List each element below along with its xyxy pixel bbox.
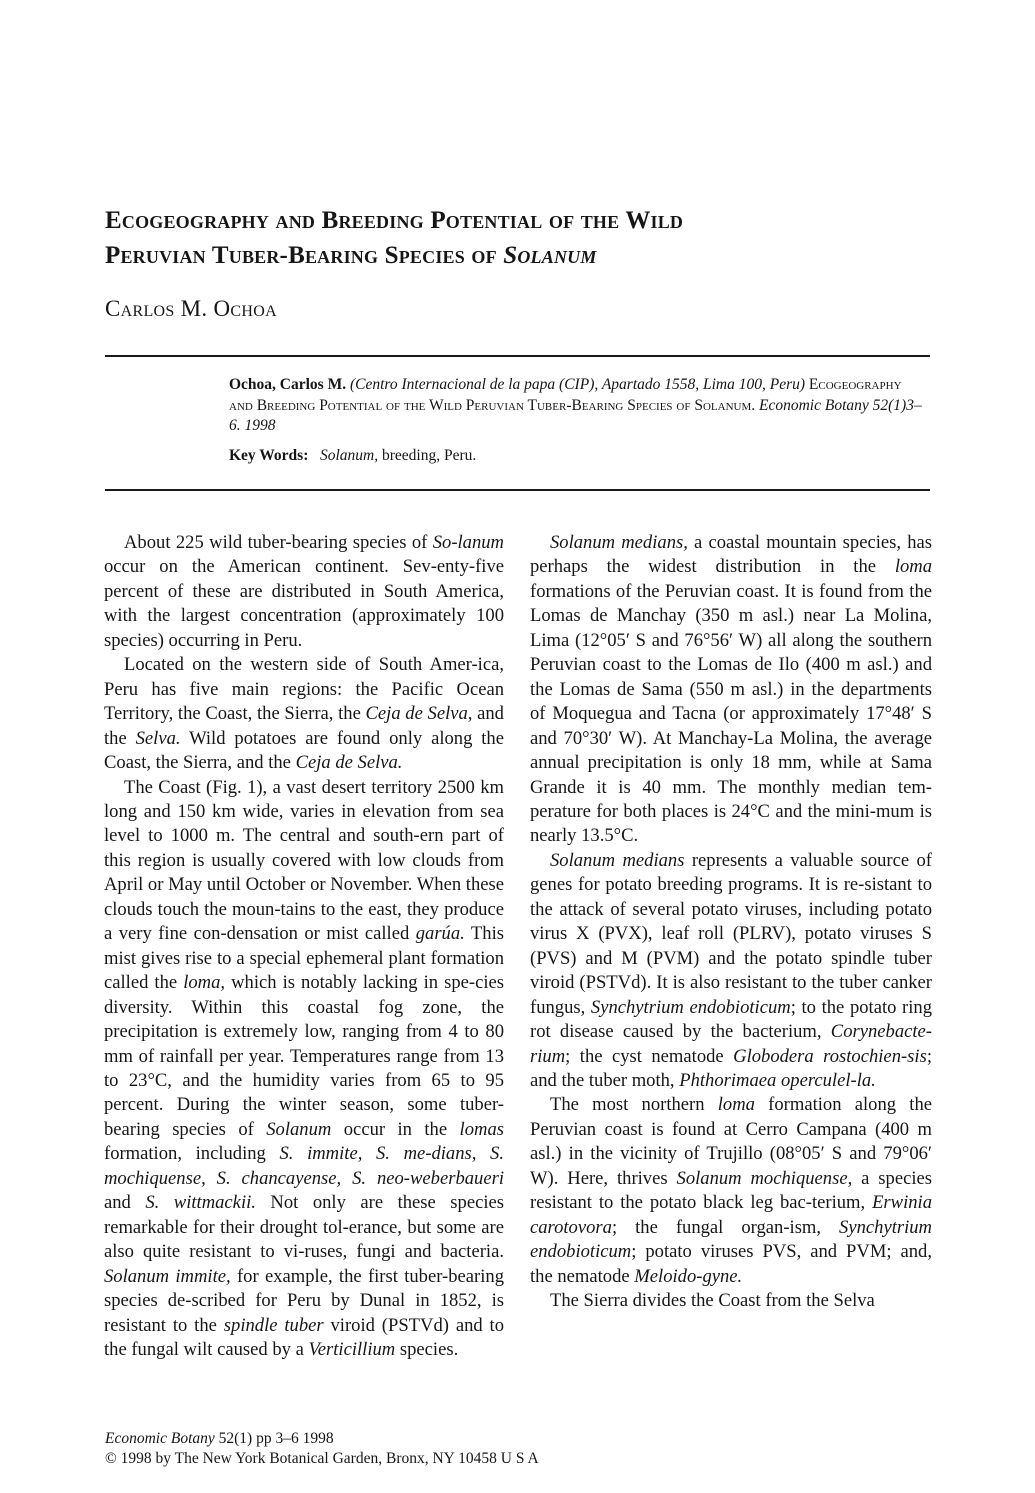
- abstract-citation: [229, 375, 929, 437]
- paragraph: The most northern loma formation along the Peruvian coast is found at Cerro Campana (400 m asl.) in the vicinity of Trujillo (08°05′ S and 79°06′ W). Here, thrives Solanum mochiquense, a species resistant to the potato black leg bac-terium, Erwinia carotovora; the fungal organ-ism, Synchytrium endobioticum; potato viruses PVS, and PVM; and, the nematode Meloido-gyne.: [530, 1094, 933, 1287]
- paragraph: About 225 wild tuber-bearing species of So-lanum occur on the American continent. Sev-enty-five percent of these are distributed in South America, with the largest concentration (approximately 100 species) occurring in Peru.: [104, 532, 504, 651]
- abstract-author: Ochoa, Carlos M.: [229, 376, 347, 393]
- article-title: [105, 203, 965, 273]
- body-column-left: [104, 531, 504, 1362]
- page-footer: [105, 1429, 539, 1469]
- bottom-rule: [105, 489, 930, 491]
- title-line-1: Ecogeography and Breeding Potential of the Wild: [105, 207, 684, 234]
- paragraph: Solanum medians, a coastal mountain species, has perhaps the widest distribution in the loma formations of the Peruvian coast. It is found from the Lomas de Manchay (350 m asl.) near La Molina, Lima (12°05′ S and 76°56′ W) all along the southern Peruvian coast to the Lomas de Ilo (400 m asl.) and the Lomas de Sama (550 m asl.) in the departments of Moquegua and Tacna (or approximately 17°48′ S and 70°30′ W). At Manchay-La Molina, the average annual precipitation is only 18 mm, while at Sama Grande it is 40 mm. The monthly median tem-perature for both places is 24°C and the mini-mum is nearly 13.5°C.: [530, 532, 932, 847]
- key-words-genus: Solanum,: [320, 446, 379, 464]
- paragraph: The Coast (Fig. 1), a vast desert territory 2500 km long and 150 km wide, varies in elevation from sea level to 1000 m. The central and south-ern part of this region is usually covered with low clouds from April or May until October or November. When these clouds touch the moun-tains to the east, they produce a very fine con-densation or mist called garúa. This mist gives rise to a special ephemeral plant formation called the loma, which is notably lacking in spe-cies diversity. Within this coastal fog zone, the precipitation is extremely low, ranging from 4 to 80 mm of rainfall per year. Temperatures range from 13 to 23°C, and the humidity varies from 65 to 95 percent. During the winter season, some tuber-bearing species of Solanum occur in the lomas formation, including S. immite, S. me-dians, S. mochiquense, S. chancayense, S. neo-weberbaueri and S. wittmackii. Not only are these species remarkable for their drought tol-erance, but some are also quite resistant to vi-ruses, fungi and bacteria. Solanum immite, for example, the first tuber-bearing species de-scribed for Peru by Dunal in 1852, is resistant to the spindle tuber viroid (PSTVd) and to the fungal wilt caused by a Verticillium species.: [104, 776, 505, 1360]
- key-words: [229, 446, 929, 467]
- footer-journal-name: Economic Botany: [105, 1430, 215, 1447]
- paragraph: The Sierra divides the Coast from the Selva: [550, 1290, 875, 1312]
- paragraph: Solanum medians represents a valuable source of genes for potato breeding programs. It is re-sistant to the attack of several potato viruses, including potato virus X (PVX), leaf roll (PLRV), potato viruses S (PVS) and M (PVM) and the potato spindle tuber viroid (PSTVd). It is also resistant to the tuber canker fungus, Synchytrium endobioticum; to the potato ring rot disease caused by the bacterium, Corynebacte-rium; the cyst nematode Globodera rostochien-sis; and the tuber moth, Phthorimaea operculel-la.: [530, 849, 932, 1091]
- top-rule: [105, 355, 930, 357]
- body-column-right: [530, 531, 932, 1314]
- footer-journal-pages: 52(1) pp 3–6 1998: [218, 1430, 334, 1447]
- abstract-title: Ecogeography and Breeding Potential of the Wild Peruvian Tuber-Bearing Species of Solanum.: [229, 376, 902, 414]
- title-line-2: [105, 238, 965, 273]
- key-words-rest: breeding, Peru.: [382, 446, 477, 464]
- footer-copyright: © 1998 by The New York Botanical Garden, Bronx, NY 10458 U S A: [105, 1450, 539, 1467]
- abstract-affiliation: (Centro Internacional de la papa (CIP), Apartado 1558, Lima 100, Peru): [349, 376, 806, 393]
- title-genus: Solanum: [503, 242, 597, 269]
- author-name: Carlos M. Ochoa: [105, 296, 277, 321]
- abstract-journal: Economic Botany 52(1)3–6. 1998: [229, 396, 922, 434]
- title-line-2-main: Peruvian Tuber-Bearing Species of: [105, 242, 504, 269]
- paragraph: Located on the western side of South Amer-ica, Peru has five main regions: the Pacific Ocean Territory, the Coast, the Sierra, the Ceja de Selva, and the Selva. Wild potatoes are found only along the Coast, the Sierra, and the Ceja de Selva.: [104, 654, 504, 774]
- abstract-block: [229, 375, 929, 466]
- key-words-label: Key Words:: [229, 446, 309, 464]
- footer-journal: [105, 1429, 539, 1449]
